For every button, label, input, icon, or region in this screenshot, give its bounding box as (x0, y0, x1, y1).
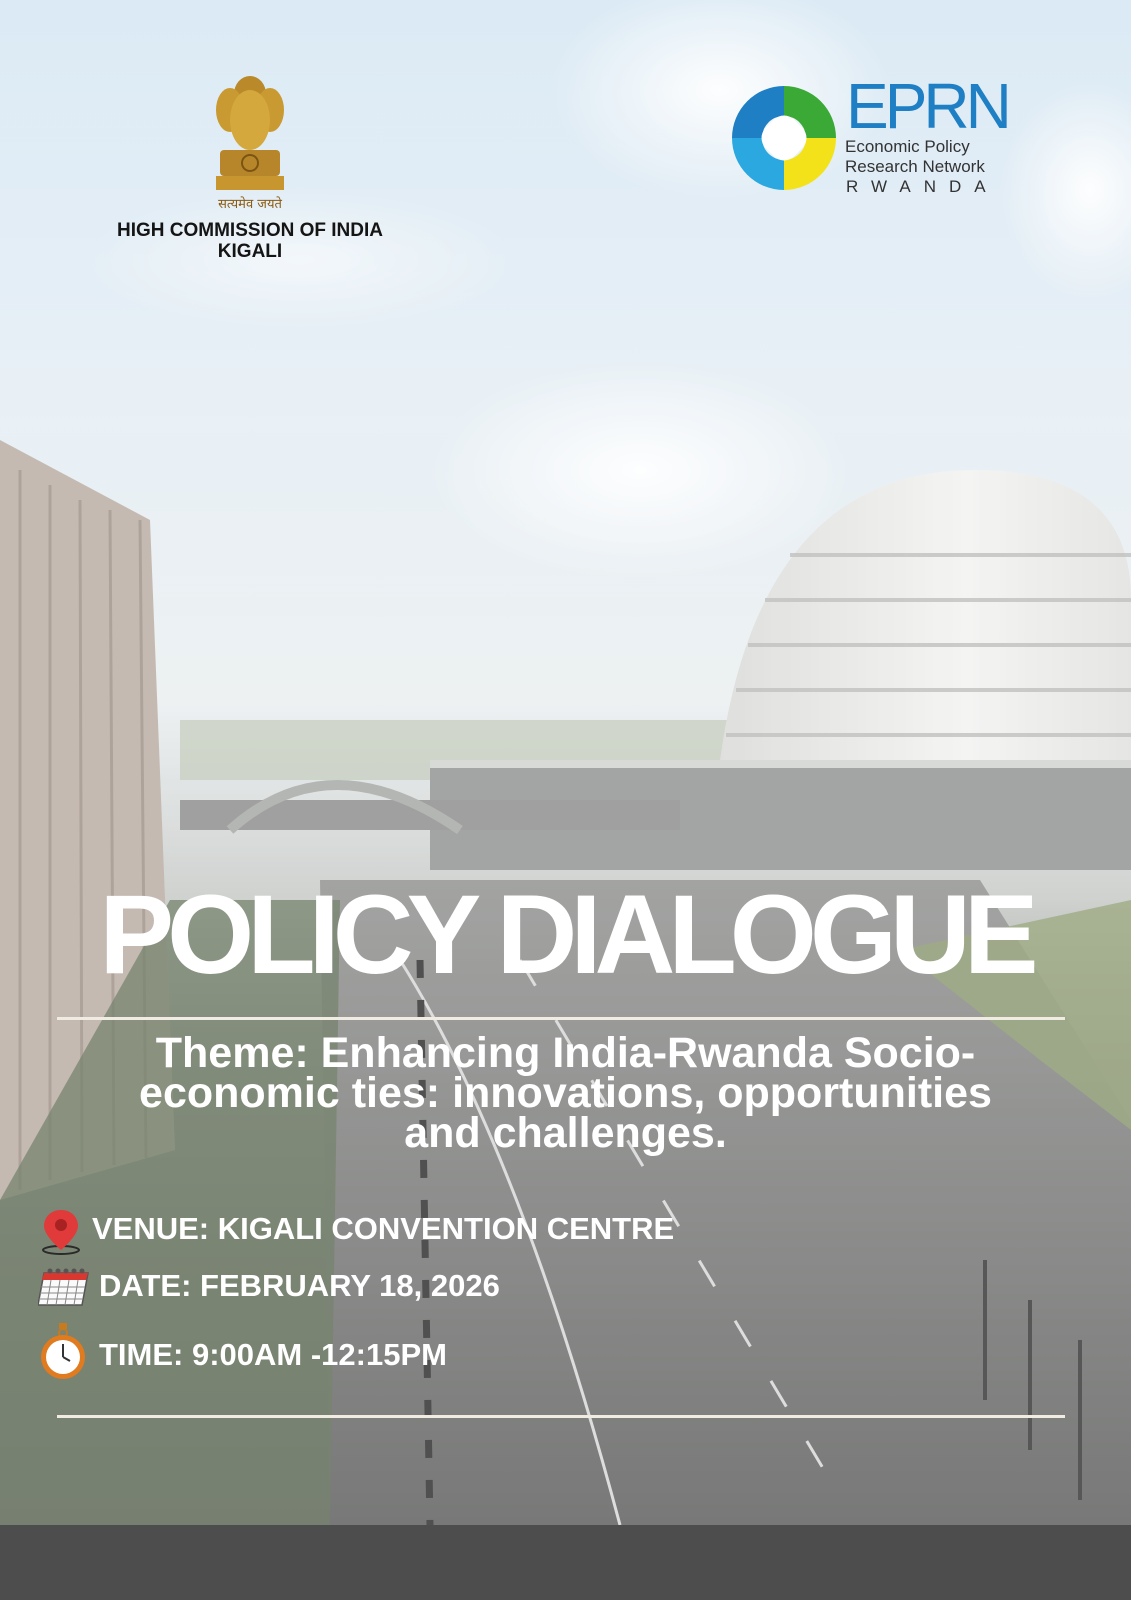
stopwatch-icon (38, 1323, 88, 1381)
eprn-line1: Economic Policy (845, 137, 970, 156)
time-text: TIME: 9:00AM -12:15PM (99, 1337, 447, 1372)
eprn-logo (728, 70, 1008, 200)
theme-line1: Theme: Enhancing India-Rwanda Socio- (155, 1029, 976, 1077)
svg-text:सत्यमेव जयते: सत्यमेव जयते (218, 197, 282, 212)
divider-bottom (57, 1415, 1065, 1418)
event-theme (60, 1029, 1071, 1157)
divider-top (57, 1017, 1065, 1020)
eprn-acronym: EPRN (846, 70, 1008, 142)
event-title: POLICY DIALOGUE (99, 872, 1032, 997)
india-title-line1: HIGH COMMISSION OF INDIA (117, 220, 383, 241)
eprn-country: RWANDA (846, 177, 999, 196)
ashoka-lion-emblem-icon (202, 72, 298, 214)
india-title-line2: KIGALI (217, 241, 283, 262)
location-pin-icon (38, 1208, 84, 1256)
theme-line3: and challenges. (404, 1109, 727, 1157)
date-text: DATE: FEBRUARY 18, 2026 (99, 1268, 500, 1303)
theme-line2: economic ties: innovations, opportunities (139, 1069, 992, 1117)
footer-band (0, 1525, 1131, 1600)
eprn-ring-logo-icon (728, 82, 840, 194)
india-high-commission-block (90, 72, 410, 262)
venue-text: VENUE: KIGALI CONVENTION CENTRE (92, 1211, 675, 1246)
calendar-icon (38, 1265, 90, 1307)
eprn-line2: Research Network (845, 157, 985, 176)
